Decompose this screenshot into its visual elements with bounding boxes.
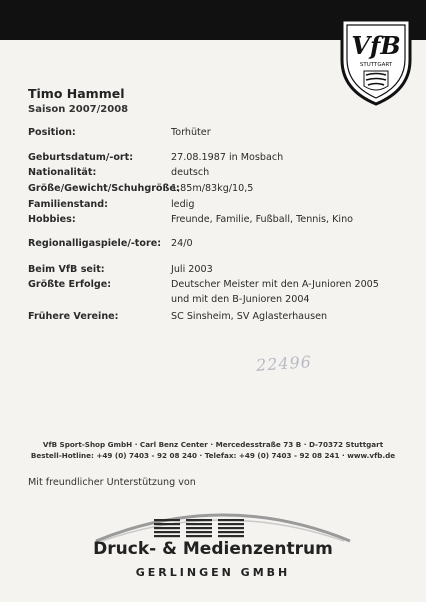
profile-value: deutsch [171,167,210,178]
profile-value: ledig [171,199,195,210]
profile-value: SC Sinsheim, SV Aglasterhausen [171,311,328,322]
crest-initials: VfB [351,31,401,60]
profile-label: Größe/Gewicht/Schuhgröße: [28,183,180,194]
profile-value: Deutscher Meister mit den A-Junioren 2005 [171,279,379,290]
player-name: Timo Hammel [28,86,125,101]
player-season: Saison 2007/2008 [28,104,129,115]
sponsor-thanks: Mit freundlicher Unterstützung von [28,477,196,488]
profile-value-continued: und mit den B-Junioren 2004 [171,294,310,305]
sponsor-name: Druck- & Medienzentrum [93,539,333,559]
sponsor-logo-arc [92,495,354,543]
profile-value: Freunde, Familie, Fußball, Tennis, Kino [171,214,354,225]
sponsor-city: GERLINGEN GMBH [135,566,291,579]
profile-value: 24/0 [171,238,193,249]
profile-value: Torhüter [171,127,211,138]
profile-label: Geburtsdatum/-ort: [28,152,134,163]
profile-label: Größte Erfolge: [28,279,112,290]
antler-emblem-icon [364,71,388,90]
shop-hotline: Bestell-Hotline: +49 (0) 7403 - 92 08 240 · Telefax: +49 (0) 7403 - 92 08 241 · www.vfb.de [30,451,396,460]
vfb-crest-logo [338,16,414,108]
profile-label: Hobbies: [28,214,76,225]
profile-value: 1,85m/83kg/10,5 [171,183,254,194]
profile-value: 27.08.1987 in Mosbach [171,152,284,163]
profile-label: Frühere Vereine: [28,311,119,322]
profile-label: Nationalität: [28,167,97,178]
profile-label: Position: [28,127,76,138]
crest-city: STUTTGART [359,62,393,68]
handwritten-number: 22496 [255,352,313,375]
profile-label: Familienstand: [28,199,108,210]
profile-label: Regionalligaspiele/-tore: [28,238,162,249]
shop-address: VfB Sport-Shop GmbH · Carl Benz Center · Mercedesstraße 73 B · D-70372 Stuttgart [42,440,384,449]
profile-value: Juli 2003 [171,264,213,275]
profile-label: Beim VfB seit: [28,264,105,275]
